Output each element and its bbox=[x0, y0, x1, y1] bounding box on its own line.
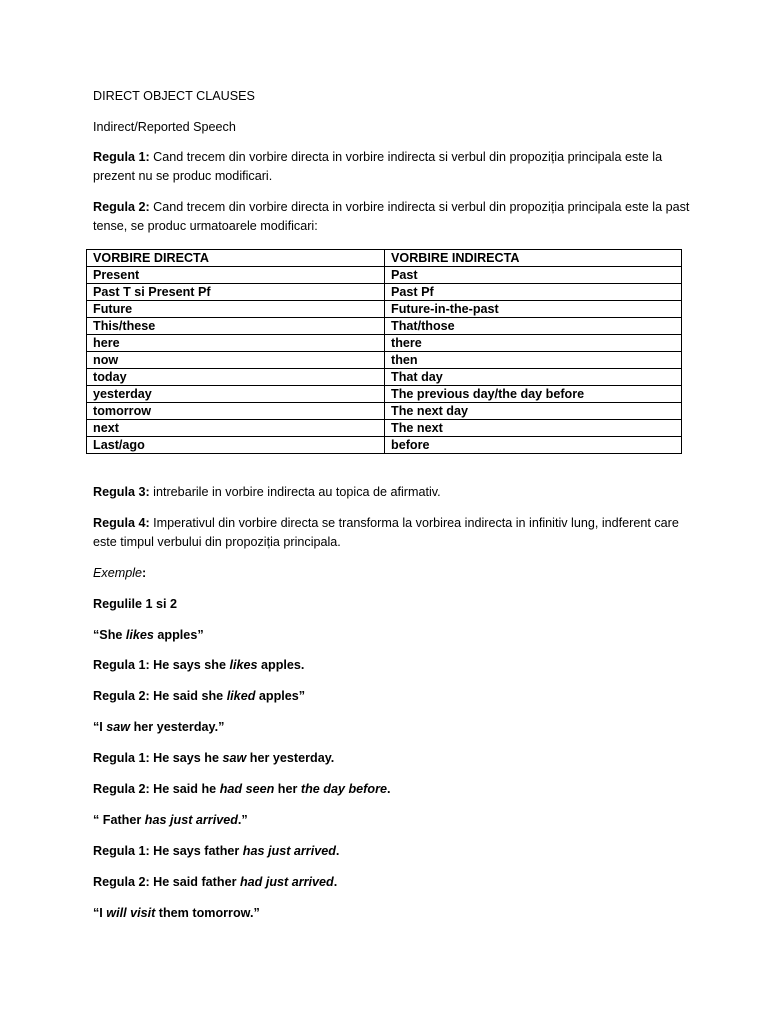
table-header-indirect: VORBIRE INDIRECTA bbox=[385, 250, 682, 267]
table-row bbox=[87, 352, 682, 369]
table-cell-indirect: then bbox=[385, 352, 682, 369]
table-row bbox=[87, 284, 682, 301]
table-header-direct: VORBIRE DIRECTA bbox=[87, 250, 385, 267]
table-cell-direct: yesterday bbox=[87, 386, 385, 403]
tense-changes-table bbox=[86, 249, 682, 454]
table-cell-direct: now bbox=[87, 352, 385, 369]
rule-3-text: intrebarile in vorbire indirecta au topica de afirmativ. bbox=[149, 485, 441, 499]
table-cell-direct: Last/ago bbox=[87, 437, 385, 454]
rule-1-paragraph bbox=[93, 148, 693, 186]
table-row bbox=[87, 437, 682, 454]
table-row bbox=[87, 369, 682, 386]
table-cell-indirect: there bbox=[385, 335, 682, 352]
rule-4-label: Regula 4: bbox=[93, 516, 150, 530]
table-row bbox=[87, 318, 682, 335]
examples-heading bbox=[93, 595, 693, 614]
table-cell-indirect: The next bbox=[385, 420, 682, 437]
table-cell-indirect: The next day bbox=[385, 403, 682, 420]
rule-2-text: Cand trecem din vorbire directa in vorbire indirecta si verbul din propoziția principala este la past tense, se produc urmatoarele modificari: bbox=[93, 200, 690, 233]
rule-3-label: Regula 3: bbox=[93, 485, 150, 499]
table-cell-direct: Future bbox=[87, 301, 385, 318]
document-subtitle: Indirect/Reported Speech bbox=[93, 120, 236, 134]
table-cell-indirect: Past bbox=[385, 267, 682, 284]
rule-2-paragraph bbox=[93, 198, 693, 236]
rule-2-label: Regula 2: bbox=[93, 200, 150, 214]
table-row bbox=[87, 335, 682, 352]
example-line: “ Father has just arrived.” bbox=[93, 813, 248, 827]
table-cell-direct: next bbox=[87, 420, 385, 437]
table-cell-indirect: That/those bbox=[385, 318, 682, 335]
rule-4-paragraph bbox=[93, 514, 693, 552]
example-line: Regula 1: He says she likes apples. bbox=[93, 658, 305, 672]
rule-3-paragraph bbox=[93, 483, 693, 502]
examples-heading-text: Regulile 1 si 2 bbox=[93, 597, 177, 611]
table-row bbox=[87, 403, 682, 420]
table-cell-direct: Present bbox=[87, 267, 385, 284]
example-line: Regula 2: He said she liked apples” bbox=[93, 689, 306, 703]
table-header-row bbox=[87, 250, 682, 267]
table-row bbox=[87, 301, 682, 318]
document-title: DIRECT OBJECT CLAUSES bbox=[93, 89, 255, 103]
table-cell-indirect: That day bbox=[385, 369, 682, 386]
examples-label-line bbox=[93, 564, 693, 583]
table-row bbox=[87, 420, 682, 437]
example-line: “I saw her yesterday.” bbox=[93, 720, 225, 734]
examples-colon: : bbox=[142, 566, 147, 580]
table-cell-indirect: before bbox=[385, 437, 682, 454]
table-cell-direct: This/these bbox=[87, 318, 385, 335]
rule-1-text: Cand trecem din vorbire directa in vorbire indirecta si verbul din propoziția principala este la prezent nu se produc modificari. bbox=[93, 150, 663, 183]
examples-label: Exemple bbox=[93, 566, 142, 580]
rule-1-label: Regula 1: bbox=[93, 150, 150, 164]
example-line: Regula 2: He said he had seen her the day before. bbox=[93, 782, 391, 796]
table-cell-indirect: Future-in-the-past bbox=[385, 301, 682, 318]
example-line: Regula 1: He says father has just arrived. bbox=[93, 844, 340, 858]
example-line: Regula 1: He says he saw her yesterday. bbox=[93, 751, 335, 765]
table-cell-indirect: The previous day/the day before bbox=[385, 386, 682, 403]
rule-4-text: Imperativul din vorbire directa se transforma la vorbirea indirecta in infinitiv lung, indferent care este timpul verbului din propoziția principala. bbox=[93, 516, 679, 549]
table-cell-direct: here bbox=[87, 335, 385, 352]
table-cell-direct: today bbox=[87, 369, 385, 386]
table-row bbox=[87, 386, 682, 403]
table-cell-direct: tomorrow bbox=[87, 403, 385, 420]
table-row bbox=[87, 267, 682, 284]
example-line: “She likes apples” bbox=[93, 628, 204, 642]
example-line: “I will visit them tomorrow.” bbox=[93, 906, 260, 920]
table-cell-direct: Past T si Present Pf bbox=[87, 284, 385, 301]
example-line: Regula 2: He said father had just arrived. bbox=[93, 875, 338, 889]
table-cell-indirect: Past Pf bbox=[385, 284, 682, 301]
